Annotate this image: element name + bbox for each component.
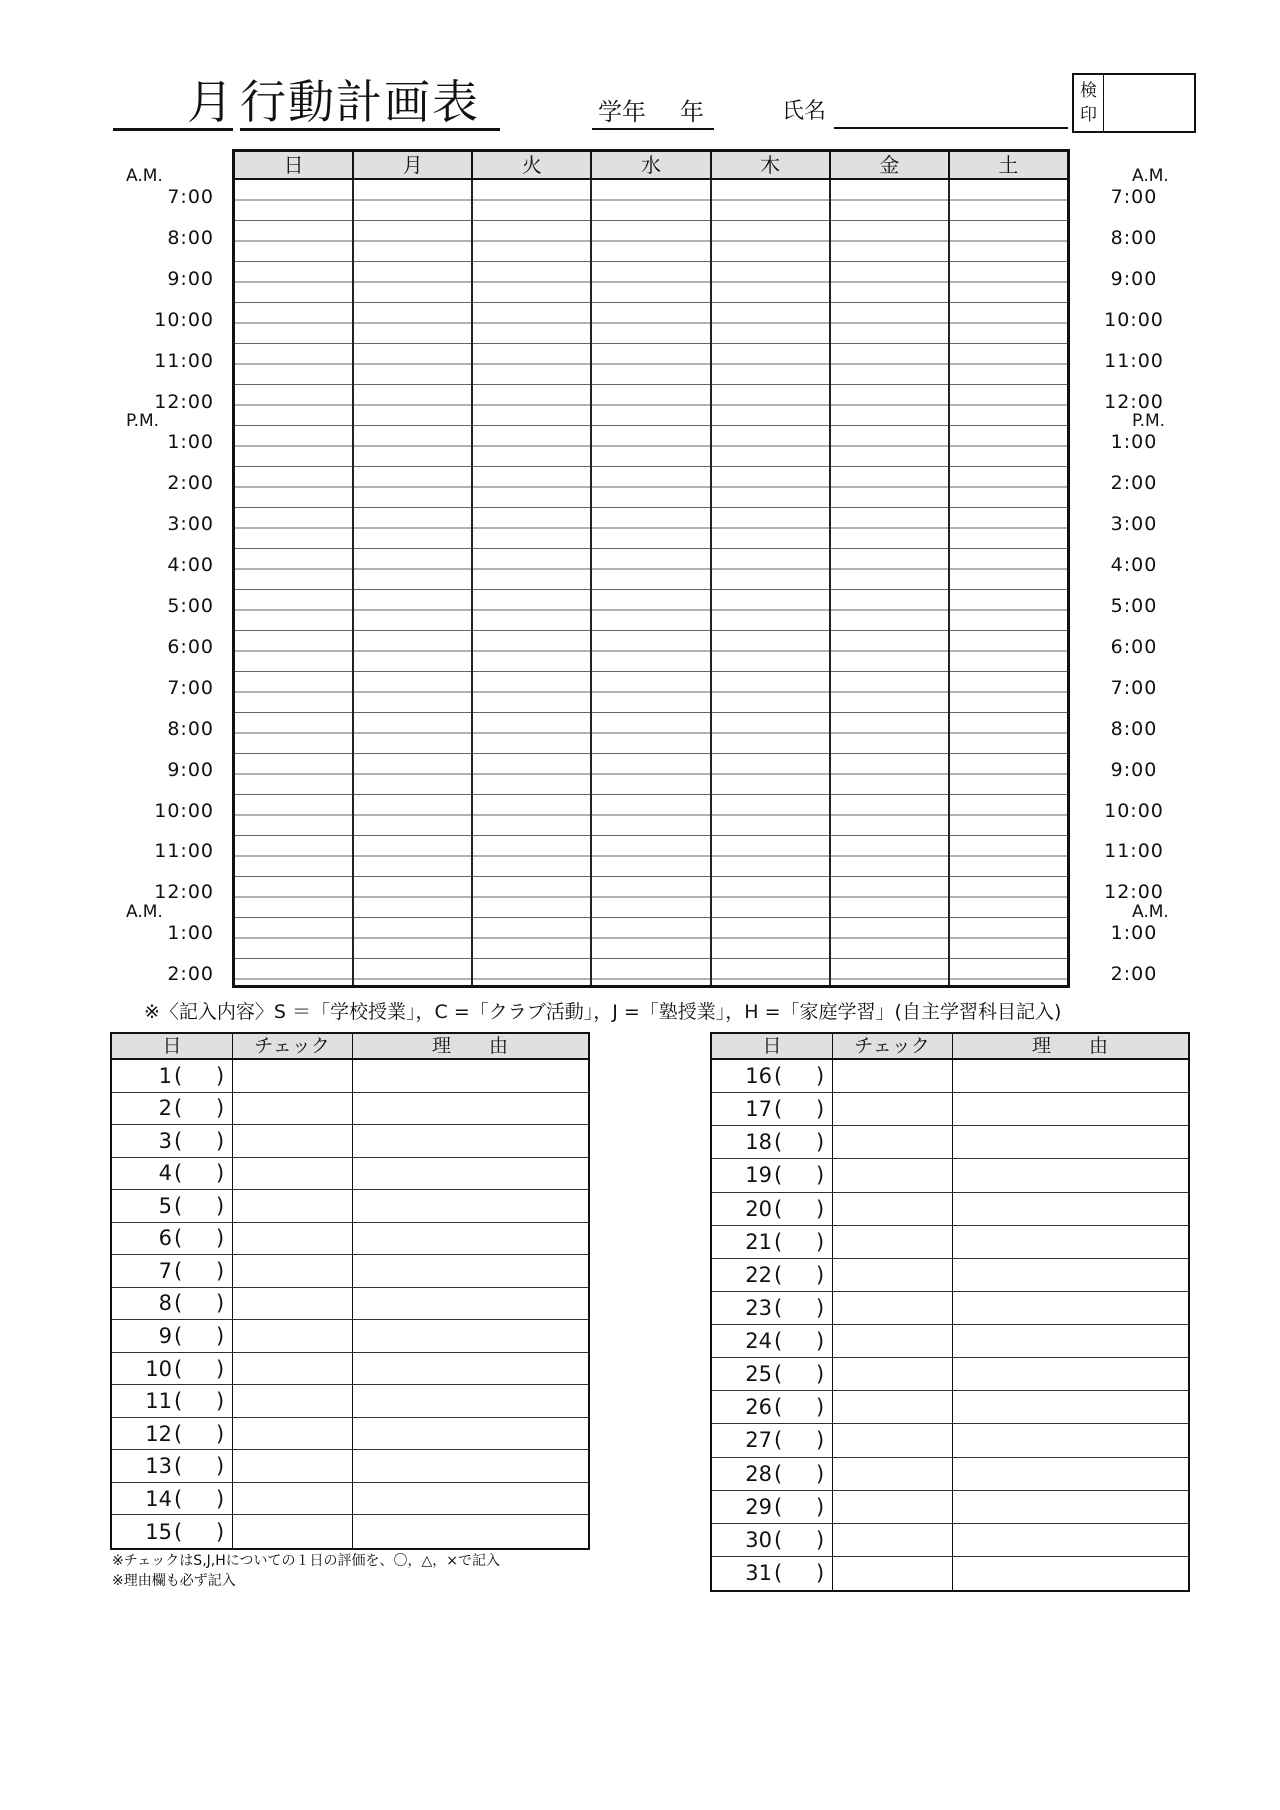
- time-label-left: 7:00: [167, 677, 214, 699]
- check-cell[interactable]: [234, 1060, 350, 1092]
- check-row: [712, 1491, 1188, 1524]
- weekday-paren-open: (: [174, 1356, 183, 1381]
- time-label-left: 8:00: [167, 718, 214, 740]
- time-label-right: 4:00: [1110, 554, 1158, 576]
- check-row: [112, 1158, 588, 1191]
- weekday-paren-close: ): [816, 1362, 825, 1387]
- check-cell[interactable]: [234, 1093, 350, 1125]
- day-header-wed: 水: [592, 152, 711, 178]
- weekday-paren-open: (: [774, 1064, 783, 1089]
- weekday-paren-open: (: [774, 1494, 783, 1519]
- time-label-left: 10:00: [154, 800, 214, 822]
- weekday-paren-open: (: [174, 1486, 183, 1511]
- pm-label-left: P.M.: [126, 411, 160, 431]
- row-day-number: 5: [158, 1193, 172, 1218]
- schedule-column-mon[interactable]: [354, 180, 473, 985]
- weekday-paren-open: (: [774, 1329, 783, 1354]
- time-label-right: 5:00: [1110, 595, 1158, 617]
- row-day-number: 20: [745, 1196, 772, 1221]
- weekday-paren-open: (: [174, 1519, 183, 1544]
- check-cell[interactable]: [234, 1288, 350, 1320]
- row-day-number: 31: [745, 1561, 772, 1586]
- reason-cell[interactable]: [954, 1524, 1188, 1556]
- reason-cell[interactable]: [954, 1259, 1188, 1291]
- weekday-paren-close: ): [816, 1494, 825, 1519]
- weekday-paren-open: (: [774, 1163, 783, 1188]
- time-label-left: 4:00: [167, 554, 214, 576]
- weekday-paren-close: ): [816, 1428, 825, 1453]
- reason-cell[interactable]: [954, 1458, 1188, 1490]
- reason-cell[interactable]: [954, 1325, 1188, 1357]
- time-label-right: 6:00: [1110, 636, 1158, 658]
- footnote-reason: ※理由欄も必ず記入: [112, 1573, 236, 1589]
- day-header-thu: 木: [712, 152, 831, 178]
- row-day-number: 15: [145, 1519, 172, 1544]
- row-day-number: 24: [745, 1329, 772, 1354]
- weekday-paren-close: ): [216, 1454, 225, 1479]
- weekday-paren-close: ): [816, 1461, 825, 1486]
- time-label-left: 2:00: [167, 472, 214, 494]
- check-row: [712, 1325, 1188, 1358]
- check-row: [712, 1524, 1188, 1557]
- time-label-right: 2:00: [1110, 472, 1158, 494]
- weekday-paren-close: ): [216, 1128, 225, 1153]
- check-cell[interactable]: [234, 1320, 350, 1352]
- time-label-left: 11:00: [154, 350, 214, 372]
- reason-cell[interactable]: [354, 1158, 588, 1190]
- weekday-paren-open: (: [774, 1428, 783, 1453]
- time-label-right: 3:00: [1110, 513, 1158, 535]
- check-row: [712, 1126, 1188, 1159]
- weekday-paren-close: ): [816, 1229, 825, 1254]
- check-cell[interactable]: [834, 1325, 950, 1357]
- time-label-right: 12:00: [1104, 391, 1164, 413]
- check-table-right-header: [712, 1034, 1188, 1060]
- weekday-paren-close: ): [216, 1356, 225, 1381]
- grade-unit: 年: [680, 98, 704, 126]
- reason-cell[interactable]: [954, 1226, 1188, 1258]
- month-label: 月: [187, 75, 233, 129]
- row-day-number: 21: [745, 1229, 772, 1254]
- time-label-left: 12:00: [154, 391, 214, 413]
- time-label-right: 1:00: [1110, 922, 1158, 944]
- day-header-sun: 日: [235, 152, 354, 178]
- weekday-paren-close: ): [216, 1258, 225, 1283]
- stamp-label-bottom: 印: [1080, 105, 1097, 125]
- schedule-column-tue[interactable]: [473, 180, 592, 985]
- weekday-paren-open: (: [774, 1561, 783, 1586]
- check-row: [712, 1424, 1188, 1457]
- check-cell[interactable]: [834, 1491, 950, 1523]
- time-label-left: 9:00: [167, 759, 214, 781]
- row-day-number: 11: [145, 1389, 172, 1414]
- check-rows: [712, 1060, 1188, 1590]
- weekday-paren-close: ): [816, 1196, 825, 1221]
- check-cell[interactable]: [234, 1190, 350, 1222]
- check-row: [712, 1060, 1188, 1093]
- weekday-paren-close: ): [216, 1063, 225, 1088]
- row-day-number: 18: [745, 1130, 772, 1155]
- weekday-paren-close: ): [816, 1097, 825, 1122]
- reason-cell[interactable]: [354, 1515, 588, 1548]
- reason-cell[interactable]: [954, 1557, 1188, 1590]
- check-cell[interactable]: [834, 1126, 950, 1158]
- check-cell[interactable]: [834, 1458, 950, 1490]
- check-row: [112, 1190, 588, 1223]
- am-label-left-top: A.M.: [126, 166, 163, 186]
- check-cell[interactable]: [834, 1358, 950, 1390]
- weekday-paren-open: (: [174, 1226, 183, 1251]
- time-label-left: 5:00: [167, 595, 214, 617]
- footnote-check: ※チェックはS,J,Hについての１日の評価を、〇，△，×で記入: [112, 1553, 500, 1569]
- weekday-paren-open: (: [774, 1229, 783, 1254]
- reason-cell[interactable]: [354, 1483, 588, 1515]
- check-cell[interactable]: [834, 1391, 950, 1423]
- weekday-paren-close: ): [216, 1421, 225, 1446]
- weekday-paren-open: (: [774, 1362, 783, 1387]
- weekday-paren-close: ): [216, 1389, 225, 1414]
- check-row: [112, 1288, 588, 1321]
- reason-cell[interactable]: [354, 1450, 588, 1482]
- row-day-number: 12: [145, 1421, 172, 1446]
- check-cell[interactable]: [834, 1292, 950, 1324]
- weekday-paren-close: ): [816, 1064, 825, 1089]
- reason-cell[interactable]: [354, 1288, 588, 1320]
- check-row: [112, 1255, 588, 1288]
- weekday-paren-open: (: [774, 1527, 783, 1552]
- weekday-paren-open: (: [174, 1454, 183, 1479]
- day-header-tue: 火: [473, 152, 592, 178]
- name-field[interactable]: [834, 127, 1068, 129]
- check-row: [112, 1385, 588, 1418]
- reason-cell[interactable]: [354, 1320, 588, 1352]
- weekday-paren-open: (: [774, 1097, 783, 1122]
- time-label-right: 1:00: [1110, 431, 1158, 453]
- reason-cell[interactable]: [954, 1159, 1188, 1191]
- schedule-column-sat[interactable]: [950, 180, 1067, 985]
- schedule-column-wed[interactable]: [592, 180, 711, 985]
- weekday-paren-close: ): [816, 1163, 825, 1188]
- check-row: [712, 1259, 1188, 1292]
- reason-cell[interactable]: [354, 1060, 588, 1092]
- check-rows: [112, 1060, 588, 1548]
- weekday-paren-open: (: [774, 1295, 783, 1320]
- check-cell[interactable]: [234, 1450, 350, 1482]
- reason-cell[interactable]: [354, 1255, 588, 1287]
- weekday-paren-close: ): [816, 1561, 825, 1586]
- check-cell[interactable]: [834, 1259, 950, 1291]
- reason-cell[interactable]: [954, 1126, 1188, 1158]
- pm-label-right: P.M.: [1132, 411, 1166, 431]
- schedule-header: [235, 152, 1067, 180]
- check-row: [712, 1226, 1188, 1259]
- time-label-left: 9:00: [167, 268, 214, 290]
- grade-label: 学年: [598, 98, 646, 126]
- check-cell[interactable]: [234, 1385, 350, 1417]
- name-label: 氏名: [782, 99, 827, 124]
- month-field[interactable]: [113, 76, 233, 131]
- time-label-right: 11:00: [1104, 840, 1164, 862]
- reason-cell[interactable]: [354, 1125, 588, 1157]
- weekday-paren-open: (: [174, 1389, 183, 1414]
- am-label-right-top: A.M.: [1132, 166, 1169, 186]
- time-label-left: 2:00: [167, 963, 214, 985]
- stamp-label-top: 検: [1080, 81, 1097, 101]
- weekday-paren-open: (: [174, 1258, 183, 1283]
- check-cell[interactable]: [234, 1483, 350, 1515]
- weekly-schedule-grid: [232, 149, 1070, 988]
- day-header-fri: 金: [831, 152, 950, 178]
- check-row: [712, 1159, 1188, 1192]
- reason-cell[interactable]: [354, 1418, 588, 1450]
- weekday-paren-open: (: [174, 1193, 183, 1218]
- check-cell[interactable]: [834, 1226, 950, 1258]
- check-cell[interactable]: [234, 1255, 350, 1287]
- check-cell[interactable]: [234, 1353, 350, 1385]
- weekday-paren-open: (: [174, 1063, 183, 1088]
- row-day-number: 17: [745, 1097, 772, 1122]
- check-row: [712, 1292, 1188, 1325]
- weekday-paren-close: ): [816, 1527, 825, 1552]
- weekday-paren-open: (: [174, 1096, 183, 1121]
- reason-cell[interactable]: [954, 1424, 1188, 1456]
- weekday-paren-close: ): [216, 1519, 225, 1544]
- check-cell[interactable]: [234, 1158, 350, 1190]
- time-label-right: 9:00: [1110, 268, 1158, 290]
- reason-cell[interactable]: [954, 1292, 1188, 1324]
- inspection-stamp-box[interactable]: [1072, 73, 1196, 133]
- time-label-left: 7:00: [167, 186, 214, 208]
- row-day-number: 7: [158, 1258, 172, 1283]
- time-label-right: 9:00: [1110, 759, 1158, 781]
- time-label-right: 11:00: [1104, 350, 1164, 372]
- weekday-paren-open: (: [174, 1128, 183, 1153]
- weekday-paren-close: ): [216, 1193, 225, 1218]
- row-day-number: 10: [145, 1356, 172, 1381]
- reason-cell[interactable]: [354, 1353, 588, 1385]
- row-day-number: 14: [145, 1486, 172, 1511]
- col-header-day: 日: [162, 1035, 182, 1057]
- am-label-right-bottom: A.M.: [1132, 902, 1169, 922]
- time-label-right: 2:00: [1110, 963, 1158, 985]
- weekday-paren-open: (: [774, 1395, 783, 1420]
- weekday-paren-close: ): [816, 1262, 825, 1287]
- col-header-check: チェック: [854, 1035, 930, 1057]
- check-table-right: [710, 1032, 1190, 1592]
- check-row: [712, 1193, 1188, 1226]
- time-label-left: 12:00: [154, 881, 214, 903]
- check-table-left-header: [112, 1034, 588, 1060]
- weekday-paren-close: ): [816, 1130, 825, 1155]
- time-label-right: 10:00: [1104, 309, 1164, 331]
- check-table-left: [110, 1032, 590, 1550]
- row-day-number: 2: [158, 1096, 172, 1121]
- check-row: [112, 1320, 588, 1353]
- weekday-paren-close: ): [216, 1096, 225, 1121]
- time-label-left: 8:00: [167, 227, 214, 249]
- reason-cell[interactable]: [354, 1093, 588, 1125]
- check-cell[interactable]: [834, 1193, 950, 1225]
- check-row: [712, 1391, 1188, 1424]
- entry-instructions: ※〈記入内容〉S ＝「学校授業」，C =「クラブ活動」，J =「塾授業」，H =「家庭学習」(自主学習科目記入): [144, 1001, 1062, 1023]
- weekday-paren-close: ): [216, 1226, 225, 1251]
- check-row: [112, 1125, 588, 1158]
- check-row: [112, 1515, 588, 1548]
- time-label-right: 7:00: [1110, 186, 1158, 208]
- row-day-number: 3: [158, 1128, 172, 1153]
- stamp-label: [1074, 75, 1104, 131]
- row-day-number: 27: [745, 1428, 772, 1453]
- weekday-paren-open: (: [174, 1324, 183, 1349]
- col-header-day: 日: [762, 1035, 782, 1057]
- reason-cell[interactable]: [954, 1391, 1188, 1423]
- row-day-number: 26: [745, 1395, 772, 1420]
- weekday-paren-open: (: [774, 1130, 783, 1155]
- reason-cell[interactable]: [354, 1385, 588, 1417]
- schedule-column-sun[interactable]: [235, 180, 354, 985]
- weekday-paren-close: ): [816, 1329, 825, 1354]
- check-row: [112, 1093, 588, 1126]
- row-day-number: 13: [145, 1454, 172, 1479]
- row-day-number: 16: [745, 1064, 772, 1089]
- grade-field[interactable]: [592, 96, 714, 130]
- schedule-column-thu[interactable]: [712, 180, 831, 985]
- weekday-paren-open: (: [774, 1196, 783, 1221]
- day-header-sat: 土: [998, 153, 1019, 177]
- time-label-right: 8:00: [1110, 718, 1158, 740]
- weekday-paren-open: (: [174, 1421, 183, 1446]
- check-cell[interactable]: [234, 1223, 350, 1255]
- check-cell[interactable]: [234, 1418, 350, 1450]
- weekday-paren-open: (: [774, 1262, 783, 1287]
- row-day-number: 9: [158, 1324, 172, 1349]
- time-label-right: 7:00: [1110, 677, 1158, 699]
- reason-cell[interactable]: [954, 1060, 1188, 1092]
- check-row: [112, 1353, 588, 1386]
- time-label-left: 10:00: [154, 309, 214, 331]
- check-cell[interactable]: [234, 1125, 350, 1157]
- page-title: 行動計画表: [240, 76, 500, 131]
- time-label-right: 12:00: [1104, 881, 1164, 903]
- row-day-number: 23: [745, 1295, 772, 1320]
- check-cell[interactable]: [834, 1159, 950, 1191]
- am-label-left-bottom: A.M.: [126, 902, 163, 922]
- row-day-number: 22: [745, 1262, 772, 1287]
- reason-cell[interactable]: [354, 1223, 588, 1255]
- weekday-paren-open: (: [174, 1161, 183, 1186]
- row-day-number: 28: [745, 1461, 772, 1486]
- check-row: [712, 1458, 1188, 1491]
- weekday-paren-open: (: [774, 1461, 783, 1486]
- time-label-left: 6:00: [167, 636, 214, 658]
- check-cell[interactable]: [834, 1424, 950, 1456]
- check-cell[interactable]: [834, 1093, 950, 1125]
- day-header-mon: 月: [354, 152, 473, 178]
- col-header-reason: 理 由: [1031, 1035, 1108, 1057]
- row-day-number: 1: [158, 1063, 172, 1088]
- time-label-right: 8:00: [1110, 227, 1158, 249]
- check-cell[interactable]: [234, 1515, 350, 1548]
- row-day-number: 8: [158, 1291, 172, 1316]
- check-row: [112, 1418, 588, 1451]
- check-row: [112, 1060, 588, 1093]
- reason-cell[interactable]: [954, 1358, 1188, 1390]
- time-label-left: 11:00: [154, 840, 214, 862]
- time-label-right: 10:00: [1104, 800, 1164, 822]
- check-row: [712, 1093, 1188, 1126]
- weekday-paren-close: ): [816, 1295, 825, 1320]
- check-row: [112, 1483, 588, 1516]
- weekday-paren-open: (: [174, 1291, 183, 1316]
- weekday-paren-close: ): [216, 1486, 225, 1511]
- schedule-columns: [235, 180, 1067, 985]
- reason-cell[interactable]: [954, 1193, 1188, 1225]
- check-cell[interactable]: [834, 1524, 950, 1556]
- row-day-number: 6: [158, 1226, 172, 1251]
- weekday-paren-close: ): [216, 1291, 225, 1316]
- check-row: [112, 1223, 588, 1256]
- check-row: [712, 1358, 1188, 1391]
- reason-cell[interactable]: [954, 1491, 1188, 1523]
- col-header-check: チェック: [254, 1035, 330, 1057]
- reason-cell[interactable]: [954, 1093, 1188, 1125]
- check-row: [112, 1450, 588, 1483]
- col-header-reason: 理 由: [431, 1035, 508, 1057]
- time-label-left: 1:00: [167, 431, 214, 453]
- check-row: [712, 1557, 1188, 1590]
- time-label-left: 1:00: [167, 922, 214, 944]
- row-day-number: 30: [745, 1527, 772, 1552]
- weekday-paren-close: ): [216, 1324, 225, 1349]
- time-label-left: 3:00: [167, 513, 214, 535]
- row-day-number: 19: [745, 1163, 772, 1188]
- reason-cell[interactable]: [354, 1190, 588, 1222]
- weekday-paren-close: ): [816, 1395, 825, 1420]
- row-day-number: 25: [745, 1362, 772, 1387]
- schedule-column-fri[interactable]: [831, 180, 950, 985]
- row-day-number: 29: [745, 1494, 772, 1519]
- weekday-paren-close: ): [216, 1161, 225, 1186]
- check-cell[interactable]: [834, 1060, 950, 1092]
- row-day-number: 4: [158, 1161, 172, 1186]
- check-cell[interactable]: [834, 1557, 950, 1590]
